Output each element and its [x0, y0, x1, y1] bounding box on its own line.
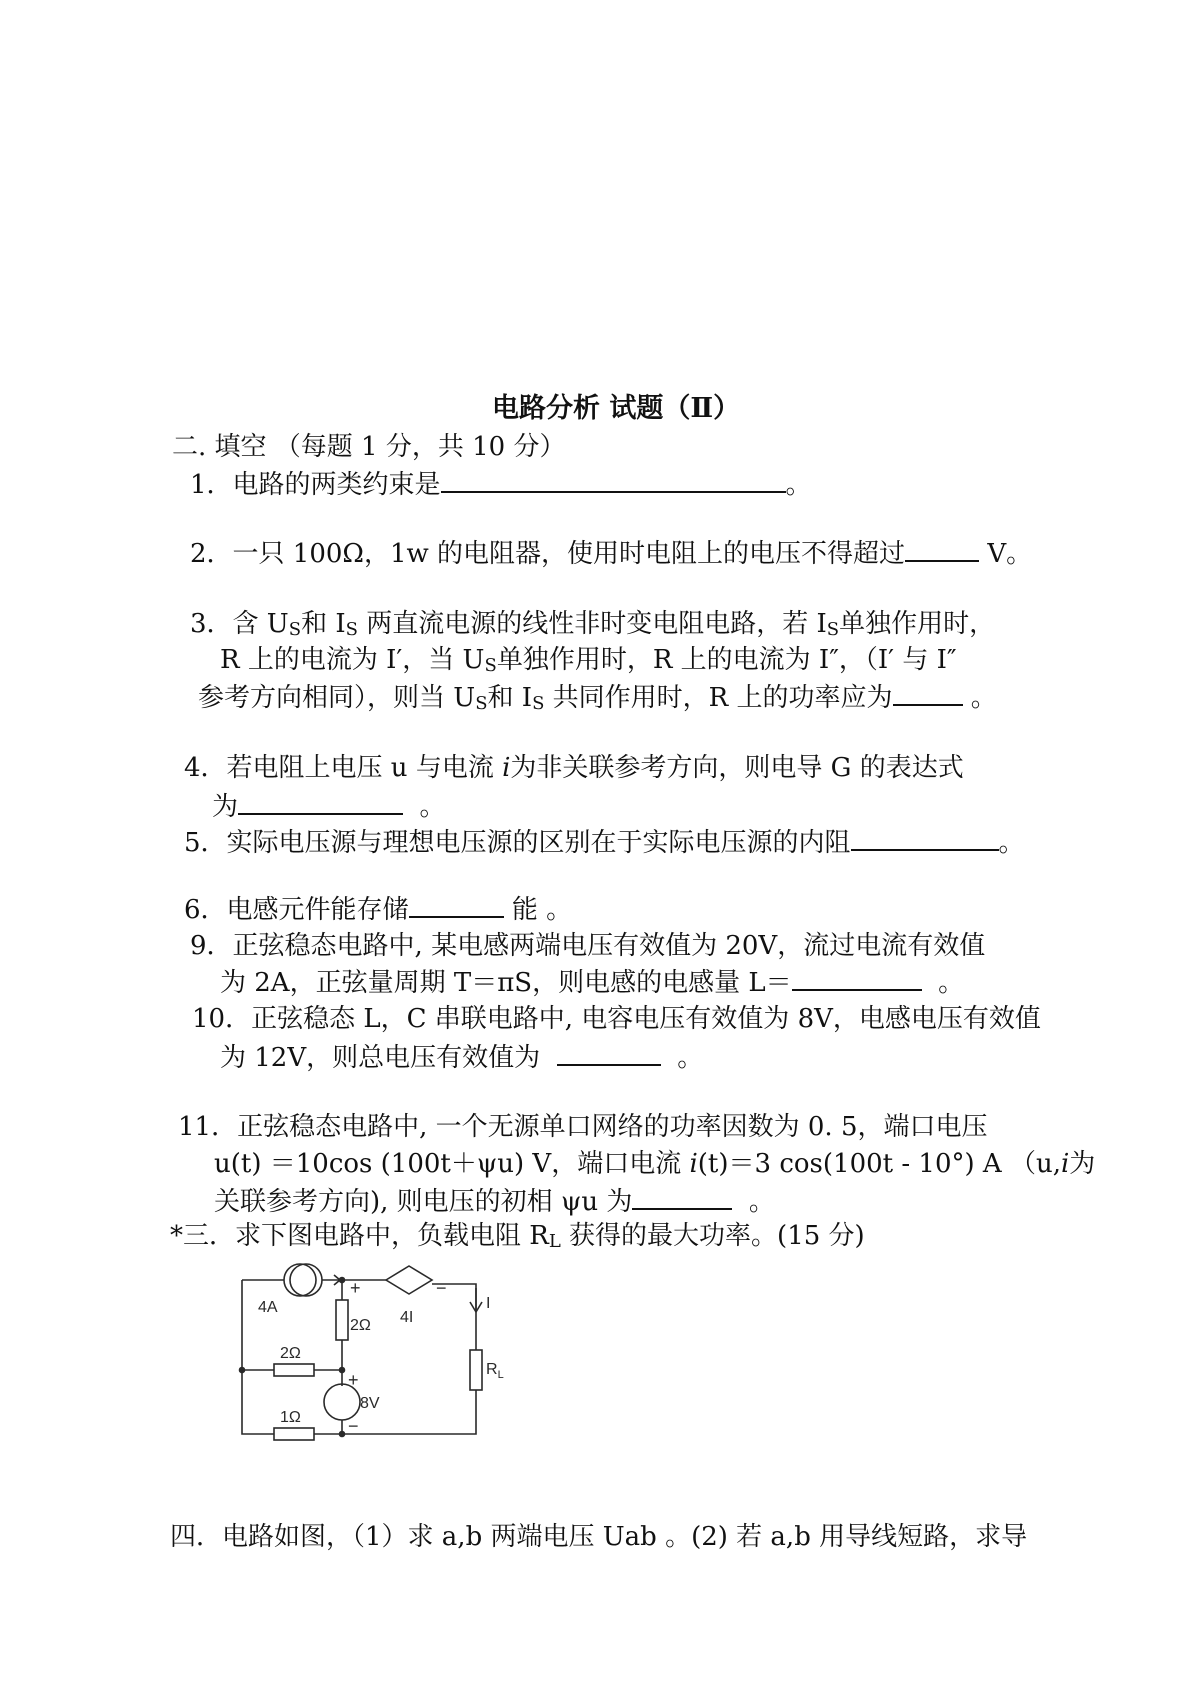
resistor-rl: [470, 1350, 482, 1390]
answer-blank-11[interactable]: [632, 1184, 732, 1210]
q5-end: 。: [998, 828, 1025, 858]
q3-text-e: R 上的电流为 I′，当 U: [220, 645, 485, 675]
q11-text-d: 关联参考方向), 则电压的初相 ψu 为: [214, 1187, 633, 1217]
question-1: [190, 467, 812, 502]
label-rl: [486, 1361, 504, 1381]
question-1-text: 1．电路的两类约束是: [190, 470, 441, 500]
question-5: [184, 825, 1025, 860]
answer-blank-9[interactable]: [792, 965, 922, 991]
q4-text-b: 为非关联参考方向，则电导 G 的表达式: [510, 753, 964, 783]
label-4a: 4A: [258, 1299, 278, 1316]
circuit-diagram: [236, 1250, 504, 1440]
question-9-line-1: 9．正弦稳态电路中, 某电感两端电压有效值为 20V，流过电流有效值: [190, 931, 986, 961]
label-2ohm-horizontal: 2Ω: [280, 1345, 301, 1362]
q11-italic-i: i: [1060, 1149, 1070, 1179]
page-title: 电路分析 试题（Ⅱ）: [492, 393, 741, 424]
answer-blank-10[interactable]: [557, 1040, 661, 1066]
q3-text-a: 3．含 U: [190, 609, 289, 639]
current-source-4a: [284, 1264, 316, 1296]
q5-text: 5．实际电压源与理想电压源的区别在于实际电压源的内阻: [184, 828, 851, 858]
resistor-1ohm: [274, 1428, 314, 1440]
q11-text-b: (t)＝3 cos(100t - 10°) A （u,: [697, 1149, 1061, 1179]
answer-blank-1[interactable]: [441, 467, 786, 493]
q9-text: 为 2A，正弦量周期 T＝πS，则电感的电感量 L＝: [220, 968, 792, 998]
label-rl-main: R: [486, 1361, 498, 1378]
answer-blank-4[interactable]: [238, 789, 403, 815]
current-source-4a-ring: [290, 1264, 322, 1296]
question-11-line-3: [214, 1184, 775, 1219]
junction-dot: [340, 1368, 345, 1373]
q3-end: 。: [970, 683, 997, 713]
q3-sub-s: S: [484, 655, 497, 676]
section-3-sub-l: L: [548, 1231, 561, 1252]
q3-text-f: 单独作用时，R 上的电流为 I″，（I′ 与 I″: [496, 645, 957, 675]
q10-text: 为 12V，则总电压有效值为: [220, 1043, 541, 1073]
q9-end: 。: [938, 968, 965, 998]
junction-dot: [240, 1368, 245, 1373]
section-4-heading: 四．电路如图，（1）求 a,b 两端电压 Uab 。(2) 若 a,b 用导线短路，求导: [170, 1522, 1028, 1552]
q11-text-c: 为: [1069, 1149, 1096, 1179]
q4-text-a: 4．若电阻上电压 u 与电流: [184, 753, 503, 783]
q3-sub-s: S: [288, 619, 302, 640]
junction-dot: [340, 1278, 345, 1283]
q3-text-d: 单独作用时，: [839, 609, 996, 639]
label-4i: 4I: [400, 1309, 414, 1326]
ccvs-minus-sign: −: [436, 1278, 447, 1298]
section-2-heading: 二. 填空 （每题 1 分，共 10 分）: [172, 432, 566, 462]
question-11-line-1: 11．正弦稳态电路中, 一个无源单口网络的功率因数为 0. 5，端口电压: [178, 1112, 988, 1142]
q6-end: 能 。: [511, 895, 573, 925]
question-1-end: 。: [785, 470, 812, 500]
answer-blank-5[interactable]: [851, 825, 999, 851]
question-2-end: V。: [987, 539, 1033, 569]
question-4-line-2: [212, 789, 446, 824]
question-10-line-1: 10．正弦稳态 L，C 串联电路中, 电容电压有效值为 8V，电感电压有效值: [192, 1004, 1041, 1034]
q4-text-c: 为: [212, 792, 239, 822]
question-2-text: 2．一只 100Ω，1w 的电阻器，使用时电阻上的电压不得超过: [190, 539, 906, 569]
q11-end: 。: [748, 1187, 775, 1217]
q3-text-g: 参考方向相同），则当 U: [198, 683, 476, 713]
ccvs-plus-sign: +: [350, 1278, 361, 1298]
answer-blank-6[interactable]: [409, 892, 504, 918]
section-3-text-a: *三．求下图电路中，负载电阻 R: [170, 1221, 549, 1251]
resistor-2ohm-horizontal: [274, 1364, 314, 1376]
question-9-line-2: [220, 965, 964, 1000]
question-3-line-3: [198, 680, 997, 721]
label-rl-sub: L: [497, 1369, 504, 1381]
q3-sub-s: S: [345, 619, 358, 640]
question-6: [184, 892, 572, 927]
q3-text-b: 和 I: [301, 609, 346, 639]
label-8v: 8V: [360, 1395, 380, 1412]
q4-italic-i: i: [502, 753, 511, 783]
junction-dot: [340, 1432, 345, 1437]
q3-text-h: 和 I: [487, 683, 533, 713]
label-2ohm-vertical: 2Ω: [350, 1317, 371, 1334]
answer-blank-2[interactable]: [905, 536, 979, 562]
q10-end: 。: [677, 1043, 704, 1073]
question-3-line-1: [190, 607, 995, 647]
q3-text-i: 共同作用时，R 上的功率应为: [544, 683, 893, 713]
section-3-text-b: 获得的最大功率。(15 分): [560, 1221, 865, 1251]
label-current-i: I: [486, 1295, 491, 1312]
question-2: [190, 536, 1032, 571]
q3-sub-s: S: [826, 619, 840, 640]
q3-sub-s: S: [475, 693, 488, 714]
question-11-line-2: [214, 1147, 1095, 1181]
resistor-2ohm-vertical: [336, 1300, 348, 1340]
question-3-line-2: [220, 643, 957, 683]
q6-text: 6．电感元件能存储: [184, 895, 409, 925]
q3-sub-s: S: [532, 693, 545, 714]
ccvs-4i: [386, 1266, 432, 1294]
q3-text-c: 两直流电源的线性非时变电阻电路，若 I: [357, 609, 827, 639]
answer-blank-3[interactable]: [893, 680, 963, 706]
q11-text-a: u(t) ＝10cos (100t＋ψu) V，端口电流: [214, 1149, 690, 1179]
question-10-line-2: [220, 1040, 703, 1075]
source-8v-minus-sign: −: [348, 1416, 359, 1436]
source-8v-plus-sign: +: [348, 1370, 359, 1390]
q4-end: 。: [419, 792, 446, 822]
label-1ohm: 1Ω: [280, 1409, 301, 1426]
question-4-line-1: [184, 751, 964, 785]
q11-italic-i: i: [689, 1149, 698, 1179]
